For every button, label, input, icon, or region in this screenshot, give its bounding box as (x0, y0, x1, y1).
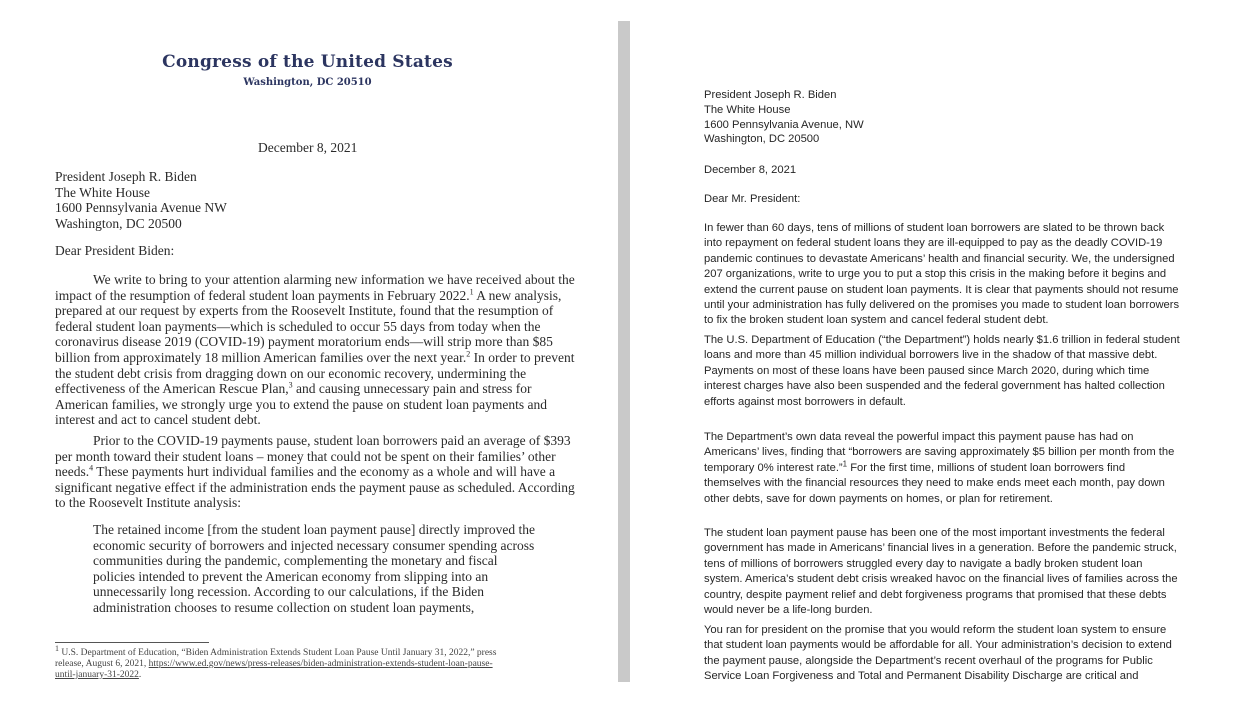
text-line: to the Roosevelt Institute analysis: (55, 495, 241, 511)
text-line: You ran for president on the promise that you would reform the student loan system to ensure (704, 624, 1167, 636)
text-line: government has made in Americans’ financial lives in a generation. Before the pandemic struck, (704, 542, 1177, 555)
text-line: efforts against most borrowers in default. (704, 395, 906, 408)
address-line: 1600 Pennsylvania Avenue NW (55, 200, 227, 216)
text-line: billion from approximately 18 million American families over the next year.$^2$ In order to prevent (55, 349, 575, 365)
footnote-ref[interactable]: 1 (842, 459, 848, 469)
letter-date: December 8, 2021 (704, 164, 797, 176)
address-line: 1600 Pennsylvania Avenue, NW (704, 118, 864, 131)
letterhead-subtitle: Washington, DC 20510 (243, 77, 372, 88)
text-line: Service Loan Forgiveness and Total and Permanent Disability Discharge are critical and (704, 670, 1139, 683)
text-line: until-january-31-2022. (55, 670, 142, 680)
text-line: impact of the resumption of federal student loan payments in February 2022.$^1$ A new analysis, (55, 287, 562, 303)
text-line: coronavirus disease 2019 (COVID-19) payment moratorium ends—will strip more than $85 (55, 334, 553, 350)
footnote-1 (55, 643, 600, 681)
text-line: effectiveness of the American Rescue Plan,$^3$ and causing unnecessary pain and stress for (55, 380, 532, 397)
text-line: prepared at our request by experts from the Roosevelt Institute, found that the resumption of (55, 303, 554, 319)
text-line: other debts, save for down payments on homes, or plan for retirement. (704, 492, 1053, 505)
address-line: The White House (704, 103, 791, 116)
body-paragraph-4 (704, 526, 1244, 618)
letter-date: December 8, 2021 (258, 140, 358, 155)
text-line: system. America’s student debt crisis wreaked havoc on the financial lives of families across the (704, 573, 1178, 586)
text-line: 207 organizations, write to urge you to put a stop this crisis in the making before it begins and (704, 268, 1167, 281)
text-line: significant negative effect if the administration ends the payment pause as scheduled. According (55, 479, 575, 495)
organizations-letter (640, 0, 1250, 703)
text-line: communities during the pandemic, complementing the monetary and fiscal (93, 553, 498, 569)
text-line: American families, we strongly urge you to extend the pause on student loan payments and (55, 396, 548, 412)
text-line: loans and more than 45 million individual borrowers live in the shadow of that massive debt. (704, 349, 1158, 362)
text-line: extend the current pause on student loan payments. It is clear that payments should not resume (704, 283, 1179, 296)
body-paragraph-3 (704, 430, 1244, 507)
text-line: interest charges have also been suspended and the federal government has halted collection (704, 380, 1165, 393)
text-line: The U.S. Department of Education (“the Department”) holds nearly $1.6 trillion in federal student (704, 334, 1180, 346)
congress-letter (0, 0, 615, 703)
letterhead-title: Congress of the United States (162, 52, 453, 72)
text-line: country, despite payment relief and debt forgiveness programs that promised that these debts (704, 588, 1167, 601)
salutation: Dear President Biden: (55, 243, 175, 258)
text-line: In fewer than 60 days, tens of millions of student loan borrowers are slated to be thrown back (704, 222, 1165, 234)
footnote-divider (55, 642, 209, 643)
footnote-ref[interactable]: 2 (466, 349, 471, 359)
text-line: that student loan payments would be affordable for all. Your administration’s decision to extend (704, 639, 1172, 652)
address-line: Washington, DC 20500 (55, 215, 182, 231)
text-line: Prior to the COVID-19 payments pause, student loan borrowers paid an average of $393 (93, 433, 571, 448)
text-line: Payments on most of these loans have been paused since March 2020, during which time (704, 364, 1150, 377)
text-line: The student loan payment pause has been one of the most important investments the federal (704, 527, 1165, 539)
footnote-link-continued[interactable]: until-january-31-2022 (55, 670, 139, 680)
text-line: themselves with the financial resources they need to make ends meet each month, pay down (704, 477, 1165, 490)
recipient-address (704, 88, 864, 147)
text-line: administration chooses to resume collection on student loan payments, (93, 599, 475, 615)
footnote-ref[interactable]: 3 (288, 380, 293, 390)
text-line: needs.$^4$ These payments hurt individual families and the economy as a whole and will have a (55, 463, 556, 480)
text-line: policies intended to prevent the American economy from slipping into an (93, 568, 489, 584)
text-line: temporary 0% interest rate.”$^1$ For the first time, millions of student loan borrowers find (704, 459, 1126, 474)
body-paragraph-2 (55, 433, 595, 511)
text-line: to fix the broken student loan system and cancel federal student debt. (704, 314, 1049, 327)
footnote-ref[interactable]: 4 (89, 463, 94, 473)
text-line: into repayment on federal student loans they are ill-equipped to pay as the deadly COVID-19 (704, 237, 1163, 250)
salutation: Dear Mr. President: (704, 193, 801, 205)
text-line: $^1$ U.S. Department of Education, “Biden Administration Extends Student Loan Pause Until January 31, 2022,” press (55, 643, 497, 658)
text-line: We write to bring to your attention alarming new information we have received about the (93, 272, 575, 287)
body-paragraph-1 (704, 221, 1244, 329)
text-line: would never be a life-long burden. (704, 604, 873, 617)
text-line: The retained income [from the student loan payment pause] directly improved the (93, 522, 535, 537)
text-line: The Department’s own data reveal the powerful impact this payment pause has had on (704, 431, 1134, 443)
body-paragraph-2 (704, 333, 1244, 410)
text-line: federal student loan payments—which is scheduled to occur 55 days from today when the (55, 318, 541, 334)
text-line: the payment pause, alongside the Department’s recent overhaul of the programs for Public (704, 654, 1153, 667)
address-line: The White House (55, 184, 150, 200)
recipient-address (55, 169, 227, 231)
block-quote (93, 522, 573, 616)
text-line: per month toward their student loans – money that could not be spent on their families’ other (55, 448, 556, 464)
text-line: the student debt crisis from dragging down on our economic recovery, undermining the (55, 365, 527, 381)
text-line: economic security of borrowers and injected necessary consumer spending across (93, 537, 535, 553)
address-line: President Joseph R. Biden (55, 169, 197, 184)
text-line: tens of millions of borrowers struggled every day to navigate a badly broken student loan (704, 557, 1143, 570)
text-line: interest and act to cancel student debt. (55, 412, 261, 428)
address-line: Washington, DC 20500 (704, 133, 820, 146)
page-divider (618, 21, 630, 682)
body-paragraph-5 (704, 623, 1244, 685)
text-line: pandemic continues to devastate Americans’ health and financial security. We, the undersigned (704, 252, 1175, 265)
body-paragraph-1 (55, 272, 595, 428)
text-line: until your administration has fully delivered on the promises you made to student loan borrowers (704, 299, 1180, 312)
text-line: release, August 6, 2021, https://www.ed.gov/news/press-releases/biden-administration-extends-student-loan-pause- (55, 659, 493, 669)
footnote-ref[interactable]: 1 (469, 287, 474, 297)
text-line: unnecessarily long recession. According to our calculations, if the Biden (93, 584, 485, 600)
text-line: Americans’ lives, finding that “borrowers are saving approximately $5 billion per month from the (704, 446, 1175, 459)
footnote-link[interactable]: https://www.ed.gov/news/press-releases/biden-administration-extends-student-loan-pause- (148, 659, 493, 669)
address-line: President Joseph R. Biden (704, 89, 837, 101)
